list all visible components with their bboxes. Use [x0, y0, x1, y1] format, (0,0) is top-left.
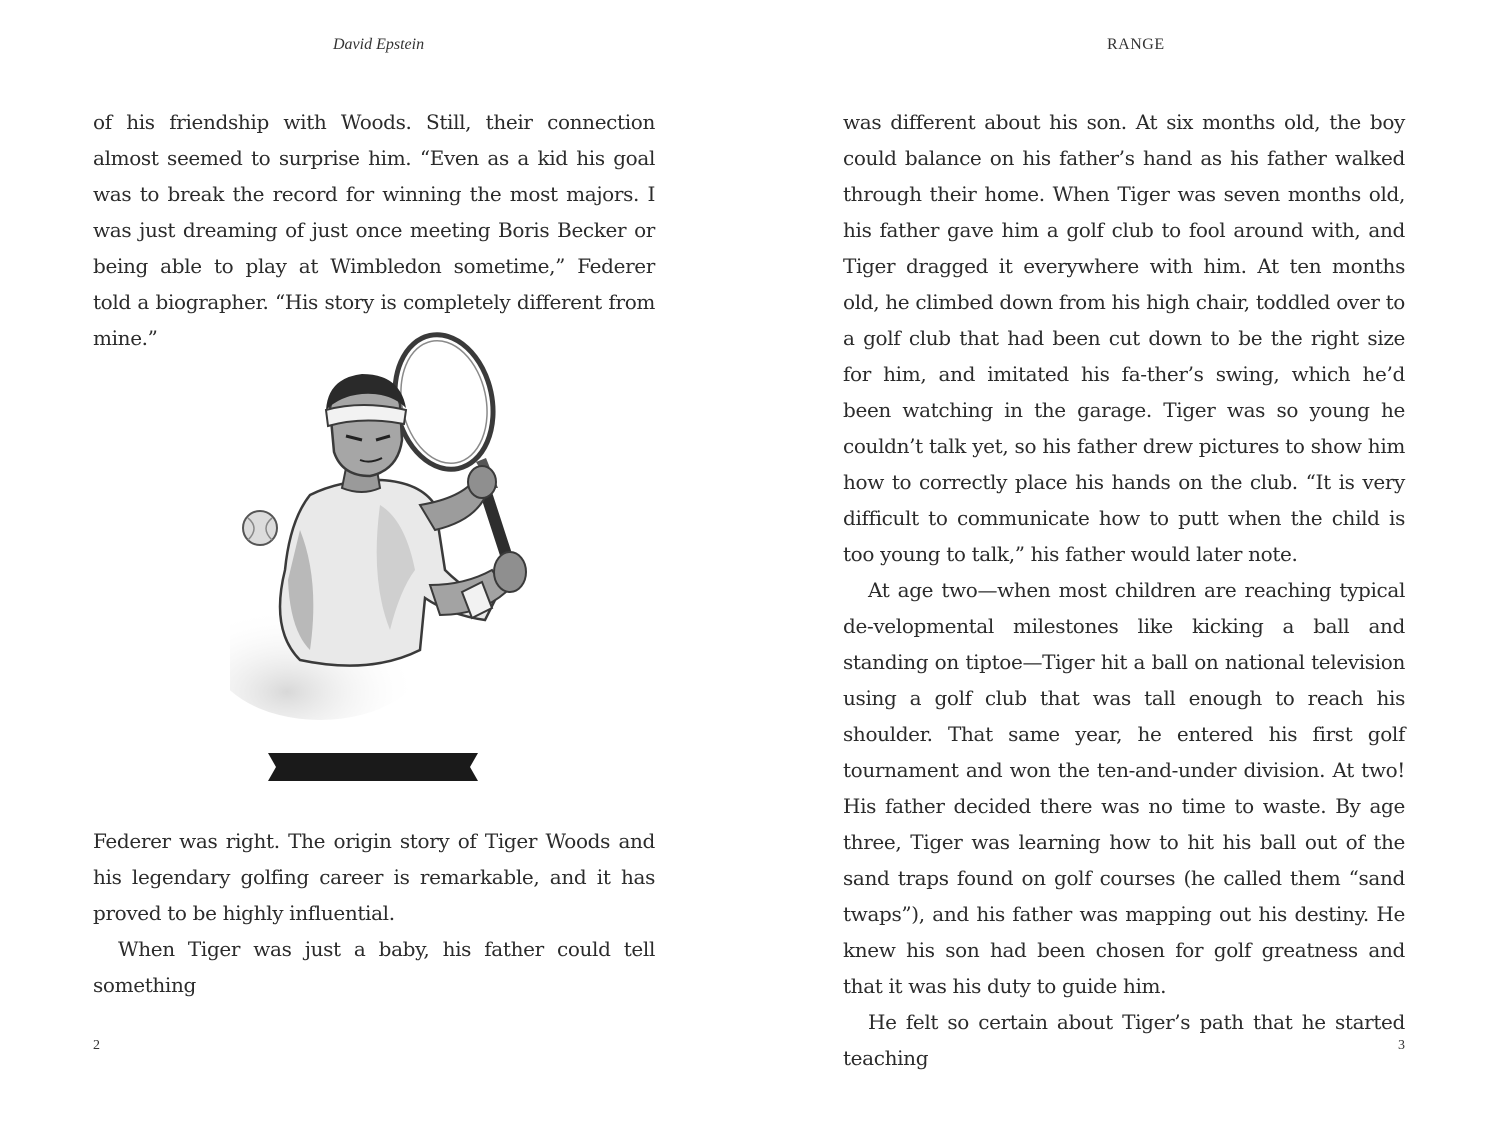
page-number: 2	[93, 1038, 100, 1053]
right-page	[750, 0, 1500, 1125]
left-bottom-text	[93, 823, 655, 1003]
tennis-player-illustration-icon	[230, 330, 550, 730]
right-text	[843, 104, 1405, 1076]
paragraph: of his friendship with Woods. Still, their connection almost seemed to surprise him. “Even as a kid his goal was to break the record for winning the most majors. I was just dreaming of just once meeting Boris Becker or being able to play at Wimbledon sometime,” Federer told a biographer. “His story is completely different from mine.”	[93, 110, 655, 350]
paragraph: At age two—when most children are reaching typical de-velopmental milestones like kicking a ball and standing on tiptoe—Tiger hit a ball on national television using a golf club that was tall enough to reach his shoulder. That same year, he entered his first golf tournament and won the ten-and-under division. At two! His father decided there was no time to waste. By age three, Tiger was learning how to hit his ball out of the sand traps found on golf courses (he called them “sand twaps”), and his father was mapping out his destiny. He knew his son had been chosen for golf greatness and that it was his duty to guide him.	[843, 578, 1405, 998]
running-head-title: RANGE	[1107, 36, 1165, 53]
paragraph: He felt so certain about Tiger’s path that he started teaching	[843, 1010, 1405, 1070]
left-top-text	[93, 104, 655, 356]
paragraph: When Tiger was just a baby, his father could tell something	[93, 937, 655, 997]
paragraph: was different about his son. At six months old, the boy could balance on his father’s hand as his father walked through their home. When Tiger was seven months old, his father gave him a golf club to fool around with, and Tiger dragged it everywhere with him. At ten months old, he climbed down from his high chair, toddled over to a golf club that had been cut down to be the right size for him, and imitated his fa-ther’s swing, which he’d been watching in the garage. Tiger was so young he couldn’t talk yet, so his father drew pictures to show him how to correctly place his hands on the club. “It is very difficult to communicate how to putt when the child is too young to talk,” his father would later note.	[843, 110, 1405, 566]
page-number: 3	[1398, 1038, 1405, 1053]
running-head-author: David Epstein	[333, 36, 425, 53]
paragraph: Federer was right. The origin story of Tiger Woods and his legendary golfing career is remarkable, and it has proved to be highly influential.	[93, 829, 655, 925]
black-ribbon-banner-icon	[264, 750, 482, 784]
